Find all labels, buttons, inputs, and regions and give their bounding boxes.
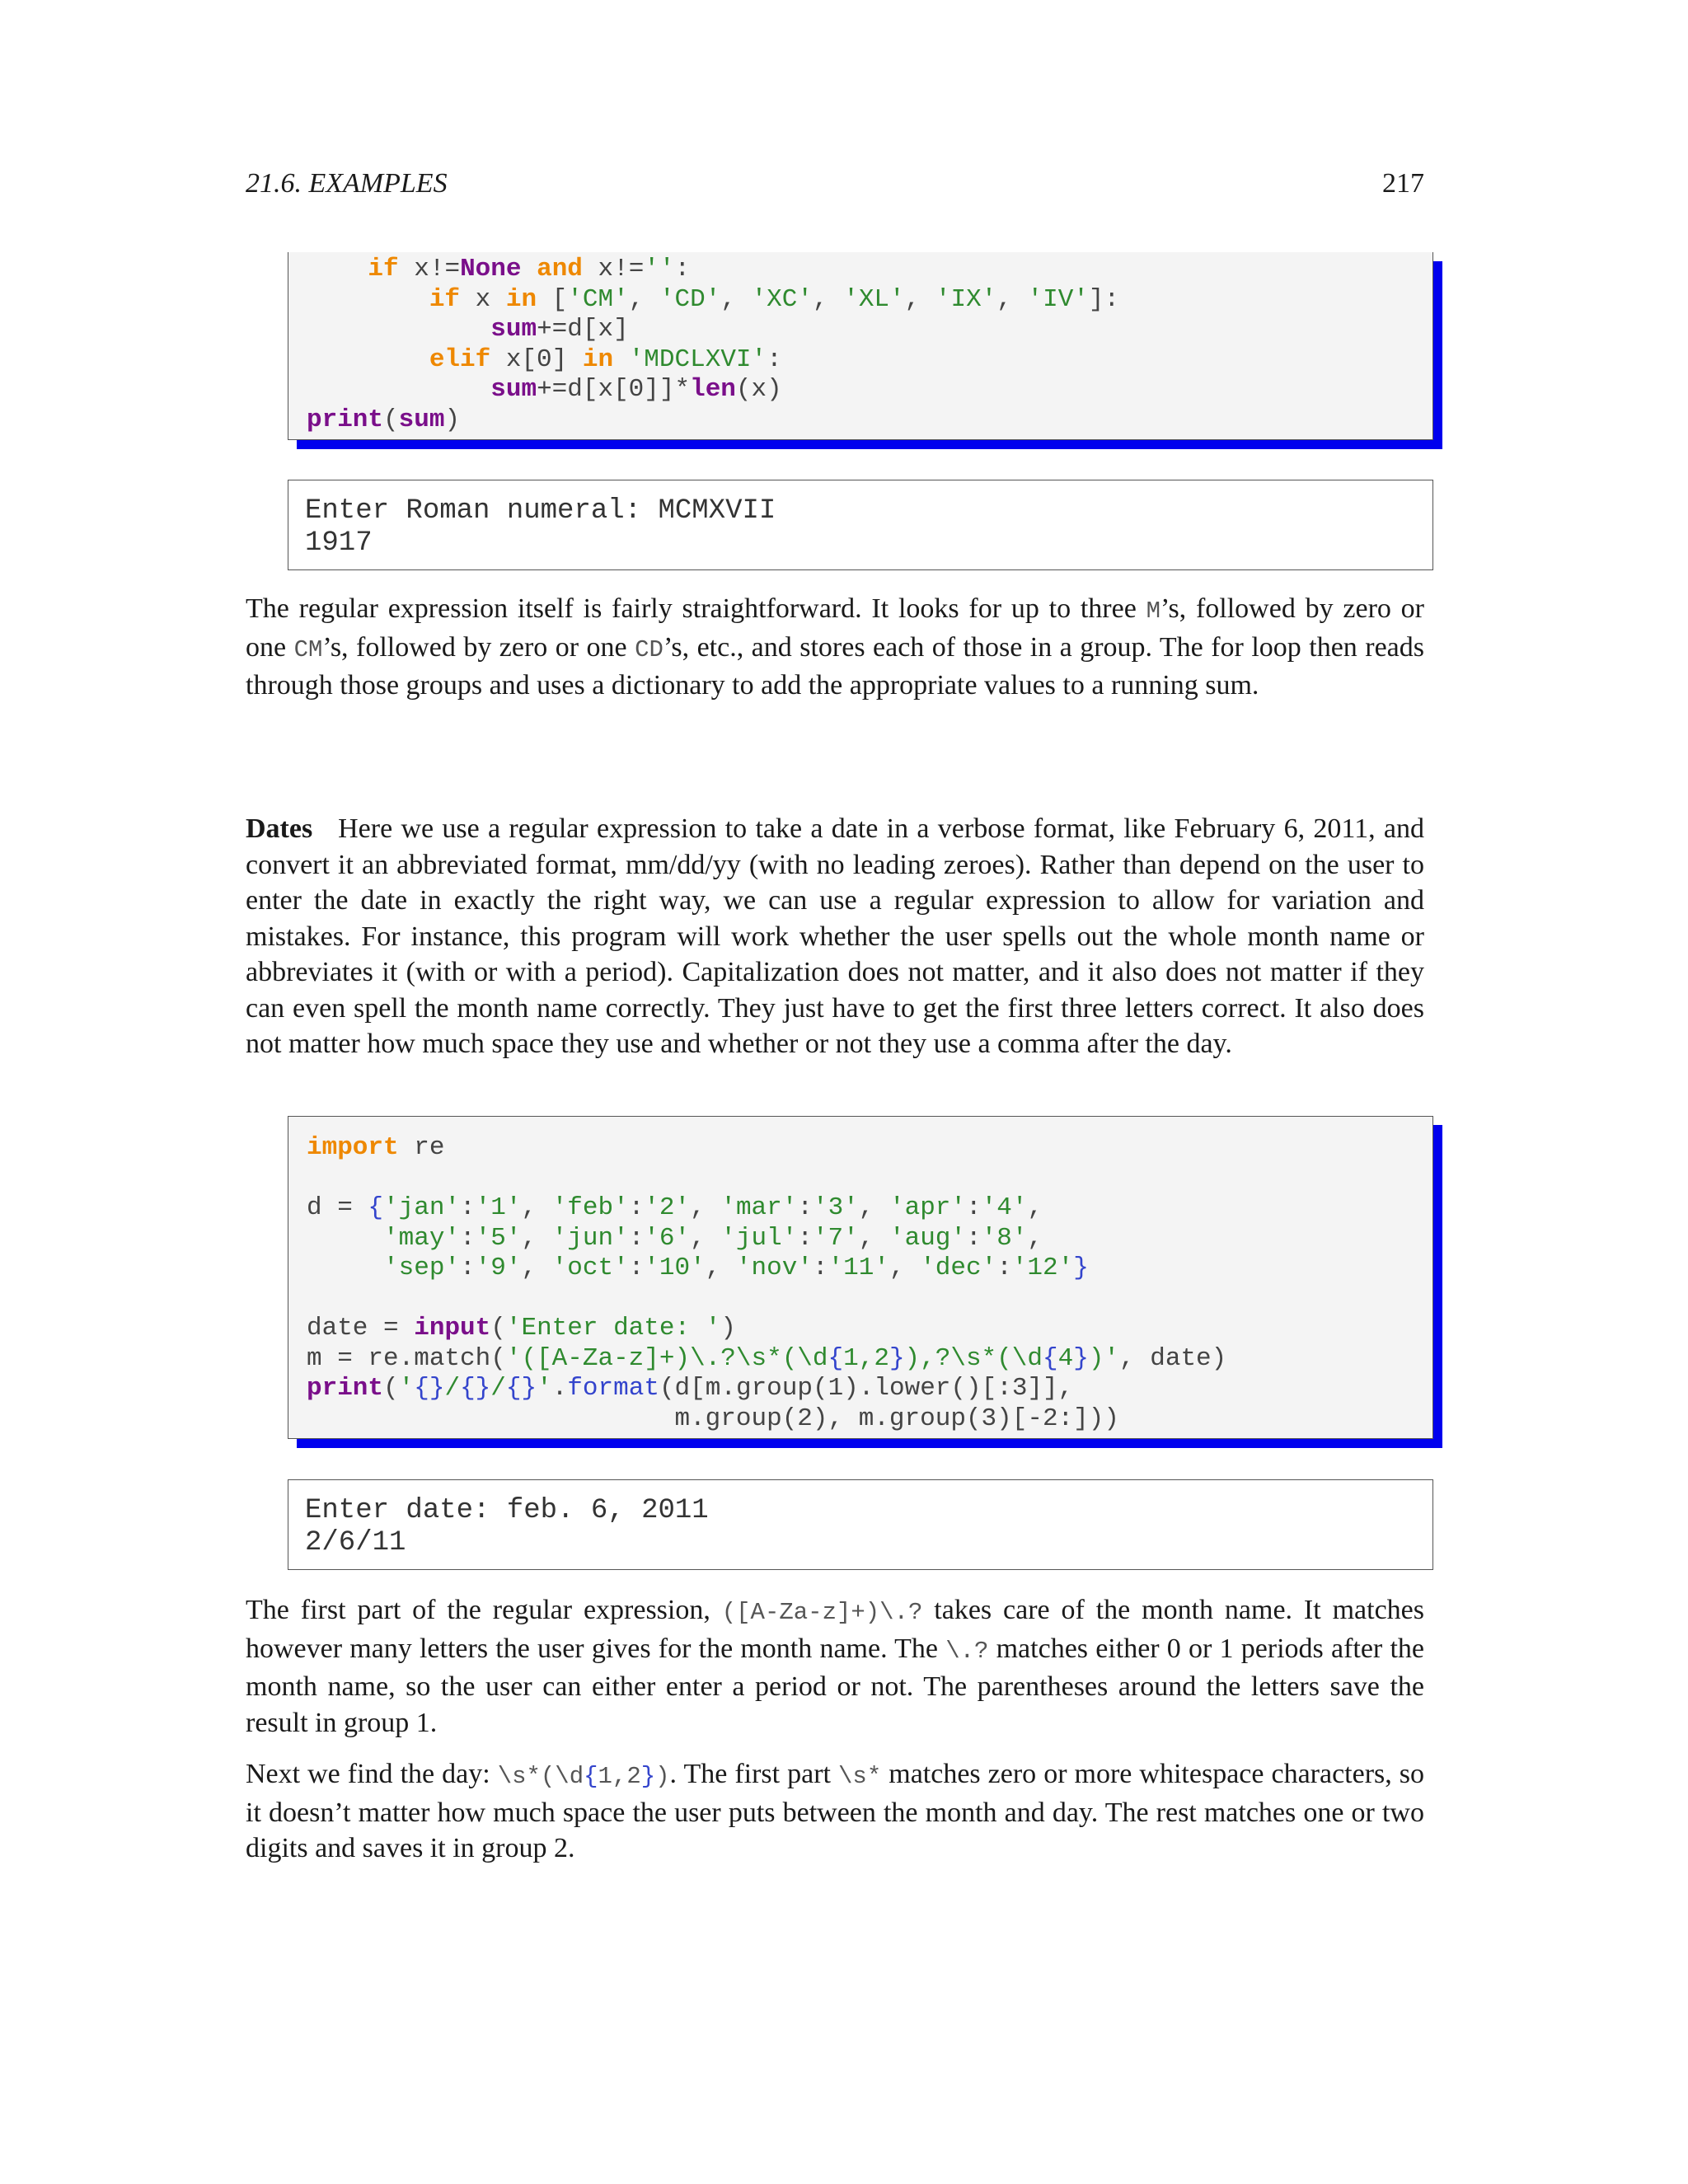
code-line: import re	[307, 1133, 445, 1162]
text: takes care of the month name. It matches however many letters the user gives for the month name. The	[246, 1595, 1424, 1664]
text: matches either 0 or 1 periods after the month name, so the user can either enter a period or not. The parentheses around the letters save the result in group 1.	[246, 1633, 1424, 1738]
code-line: d = {'jan':'1', 'feb':'2', 'mar':'3', 'apr':'4',	[307, 1193, 1043, 1222]
code-line: print(sum)	[307, 405, 461, 434]
text: . The first part	[669, 1759, 839, 1789]
code-line: elif x[0] in 'MDCLXVI':	[429, 344, 782, 374]
code-block-dates	[288, 1116, 1433, 1439]
inline-code: \s*(\d{1,2})	[497, 1763, 670, 1790]
inline-code: \s*	[838, 1763, 882, 1790]
code-line: print('{}/{}/{}'.format(d[m.group(1).lower()[:3]],	[307, 1374, 1074, 1403]
page-number: 217	[1382, 168, 1424, 199]
output-block-dates	[288, 1479, 1433, 1570]
text: matches zero or more whitespace characters, so it doesn’t matter how much space the user puts between the month and day. The rest matches one or two digits and saves it in group 2.	[246, 1759, 1425, 1863]
code-line: if x in ['CM', 'CD', 'XC', 'XL', 'IX', 'IV']:	[429, 284, 1120, 314]
code-line: date = input('Enter date: ')	[307, 1314, 736, 1343]
output-line: 1917	[305, 527, 373, 559]
output-line: Enter date: feb. 6, 2011	[305, 1495, 709, 1526]
inline-code: CM	[293, 635, 323, 663]
code-line: sum+=d[x[0]]*len(x)	[490, 375, 782, 404]
code-line: m = re.match('([A-Za-z]+)\.?\s*(\d{1,2}),?\s*(\d{4})', date)	[307, 1343, 1227, 1373]
text: The regular expression itself is fairly straightforward. It looks for up to three	[246, 593, 1146, 624]
inline-code: M	[1146, 598, 1160, 625]
code-line: 'may':'5', 'jun':'6', 'jul':'7', 'aug':'8',	[383, 1223, 1043, 1253]
running-head	[246, 168, 1424, 209]
code-line: sum+=d[x]	[490, 315, 629, 344]
output-block-roman	[288, 480, 1433, 570]
code-block-roman	[288, 252, 1433, 440]
inline-code: CD	[635, 635, 663, 663]
paragraph-month-part	[246, 1592, 1424, 1741]
paragraph-heading: Dates	[246, 813, 313, 844]
text: ’s, etc., and stores each of those in a group. The for loop then reads through those groups and uses a dictionary to add the appropriate values to a running sum.	[246, 631, 1424, 701]
text: ’s, followed by zero or one	[322, 631, 635, 663]
output-line: 2/6/11	[305, 1527, 406, 1558]
inline-code: \.?	[945, 1637, 989, 1665]
code-line: if x!=None and x!='':	[368, 255, 691, 284]
text: ’s, followed by zero or one	[246, 593, 1424, 663]
paragraph-dates	[246, 811, 1424, 1062]
text: The first part of the regular expression,	[246, 1595, 722, 1625]
code-line: m.group(2), m.group(3)[-2:]))	[307, 1404, 1119, 1433]
text: Next we find the day:	[246, 1759, 498, 1789]
section-title: 21.6. EXAMPLES	[246, 168, 448, 199]
code-line: 'sep':'9', 'oct':'10', 'nov':'11', 'dec':'12'}	[383, 1254, 1089, 1282]
text: Here we use a regular expression to take a date in a verbose format, like February 6, 2011, and convert it an abbreviated format, mm/dd/yy (with no leading zeroes). Rather than depend on the user to enter the date in exactly the right way, we can use a regular expression to allow for variation and mistakes. For instance, this program will work whether the user spells out the whole month name or abbreviates it (with or with a period). Capitalization does not matter, and it also does not matter if they can even spell the month name correctly. They just have to get the first three letters correct. It also does not matter how much space they use and whether or not they use a comma after the day.	[246, 813, 1425, 1059]
paragraph-day-part	[246, 1756, 1424, 1867]
output-line: Enter Roman numeral: MCMXVII	[305, 495, 776, 527]
paragraph-regex-explanation	[246, 591, 1424, 704]
inline-code: ([A-Za-z]+)\.?	[721, 1599, 923, 1626]
